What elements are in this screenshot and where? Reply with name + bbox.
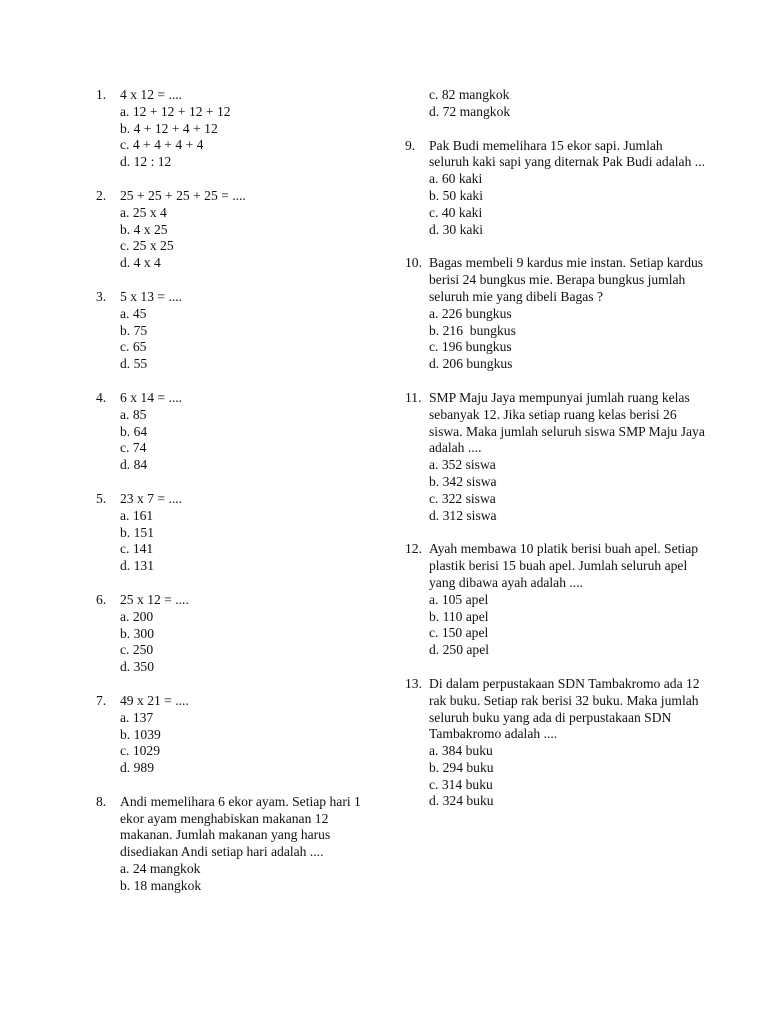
option: c. 25 x 25	[120, 238, 174, 254]
question-11	[405, 390, 705, 524]
option: d. 350	[120, 659, 154, 675]
option: b. 4 x 25	[120, 221, 168, 237]
question-text: 4 x 12 = ....	[120, 87, 183, 102]
question-number: 5.	[96, 490, 107, 506]
options-list	[405, 171, 705, 238]
question-6	[96, 592, 376, 676]
option: d. 4 x 4	[120, 255, 161, 271]
option: c. 65	[120, 339, 147, 355]
option: c. 250	[120, 642, 154, 658]
option: b. 50 kaki	[429, 187, 483, 203]
question-1	[96, 87, 376, 171]
option: c. 150 apel	[429, 625, 489, 641]
question-12	[405, 541, 705, 659]
question-stem	[96, 390, 376, 407]
option: d. 312 siswa	[429, 507, 497, 523]
options-list	[96, 104, 376, 171]
option: c. 1029	[120, 743, 161, 759]
question-stem	[96, 491, 376, 508]
question-number: 12.	[405, 541, 422, 557]
right-column	[405, 87, 705, 827]
option: b. 300	[120, 625, 154, 641]
question-number: 2.	[96, 187, 107, 203]
option: c. 4 + 4 + 4 + 4	[120, 137, 204, 153]
option: a. 24 mangkok	[120, 861, 201, 877]
question-stem	[96, 188, 376, 205]
options-list	[405, 457, 705, 524]
question-number: 1.	[96, 87, 107, 102]
question-stem	[405, 390, 705, 457]
option: b. 1039	[120, 726, 161, 742]
question-number: 6.	[96, 591, 107, 607]
option: d. 72 mangkok	[429, 103, 511, 119]
question-7	[96, 693, 376, 777]
option: b. 151	[120, 524, 154, 540]
option: a. 25 x 4	[120, 204, 167, 220]
options-list	[96, 407, 376, 474]
option: c. 74	[120, 440, 147, 456]
question-text: SMP Maju Jaya mempunyai jumlah ruang kelas sebanyak 12. Jika setiap ruang kelas berisi 26 siswa. Maka jumlah seluruh siswa SMP Maju Jaya adalah ....	[429, 389, 705, 456]
question-8	[96, 794, 376, 895]
question-number: 10.	[405, 255, 422, 271]
options-list	[405, 743, 705, 810]
options-list	[96, 609, 376, 676]
question-text: Ayah membawa 10 platik berisi buah apel. Setiap plastik berisi 15 buah apel. Jumlah seluruh apel yang dibawa ayah adalah ....	[429, 541, 699, 590]
option: b. 18 mangkok	[120, 877, 202, 893]
question-text: Bagas membeli 9 kardus mie instan. Setiap kardus berisi 24 bungkus mie. Berapa bungkus jumlah seluruh mie yang dibeli Bagas ?	[429, 255, 704, 304]
options-list	[96, 306, 376, 373]
question-text: 49 x 21 = ....	[120, 692, 189, 708]
question-number: 3.	[96, 288, 107, 304]
question-stem	[96, 87, 376, 104]
options-list	[96, 861, 376, 895]
question-9	[405, 138, 705, 239]
option: d. 84	[120, 457, 148, 473]
option: a. 200	[120, 608, 154, 624]
question-8-continued-options	[405, 87, 705, 121]
option: a. 352 siswa	[429, 457, 496, 473]
option: a. 384 buku	[429, 743, 493, 759]
option: b. 342 siswa	[429, 473, 497, 489]
option: b. 64	[120, 423, 148, 439]
question-text: Di dalam perpustakaan SDN Tambakromo ada 12 rak buku. Setiap rak berisi 32 buku. Maka jumlah seluruh buku yang ada di perpustakaan SDN Tambakromo adalah ....	[429, 675, 700, 742]
question-stem	[96, 592, 376, 609]
options-list	[96, 508, 376, 575]
option: c. 40 kaki	[429, 204, 483, 220]
option: c. 322 siswa	[429, 490, 496, 506]
question-stem	[96, 794, 376, 861]
question-text: 23 x 7 = ....	[120, 490, 183, 506]
option: b. 216 bungkus	[429, 322, 516, 338]
option: d. 250 apel	[429, 642, 490, 658]
option: d. 131	[120, 558, 154, 574]
option: a. 60 kaki	[429, 171, 483, 187]
question-stem	[405, 676, 705, 743]
option: a. 161	[120, 507, 154, 523]
question-13	[405, 676, 705, 810]
question-3	[96, 289, 376, 373]
option: a. 105 apel	[429, 591, 489, 607]
option: b. 110 apel	[429, 608, 489, 624]
option: d. 30 kaki	[429, 221, 483, 237]
question-stem	[405, 138, 705, 172]
options-list	[96, 710, 376, 777]
question-10	[405, 255, 705, 373]
question-5	[96, 491, 376, 575]
option: a. 137	[120, 709, 154, 725]
option: b. 294 buku	[429, 759, 494, 775]
option: d. 206 bungkus	[429, 356, 513, 372]
option: a. 45	[120, 305, 147, 321]
question-number: 7.	[96, 692, 107, 708]
options-list	[96, 205, 376, 272]
question-stem	[96, 693, 376, 710]
options-list	[405, 592, 705, 659]
option: c. 314 buku	[429, 776, 493, 792]
left-column	[96, 87, 376, 912]
question-text: 6 x 14 = ....	[120, 389, 183, 405]
question-text: Andi memelihara 6 ekor ayam. Setiap hari 1 ekor ayam menghabiskan makanan 12 makanan. Jumlah makanan yang harus disediakan Andi setiap hari adalah ....	[120, 793, 361, 860]
option: d. 55	[120, 356, 148, 372]
option: c. 196 bungkus	[429, 339, 512, 355]
question-2	[96, 188, 376, 272]
option: a. 85	[120, 406, 147, 422]
option: c. 141	[120, 541, 154, 557]
option: d. 324 buku	[429, 793, 494, 809]
option: d. 989	[120, 760, 154, 776]
option: b. 75	[120, 322, 148, 338]
option: a. 12 + 12 + 12 + 12	[120, 103, 231, 119]
question-stem	[405, 541, 705, 591]
question-text: 25 + 25 + 25 + 25 = ....	[120, 187, 246, 203]
question-number: 11.	[405, 389, 422, 405]
question-number: 8.	[96, 793, 107, 809]
option: a. 226 bungkus	[429, 305, 512, 321]
option: c. 82 mangkok	[429, 87, 510, 102]
question-text: 25 x 12 = ....	[120, 591, 189, 607]
question-text: Pak Budi memelihara 15 ekor sapi. Jumlah seluruh kaki sapi yang diternak Pak Budi adalah ...	[429, 137, 705, 170]
question-number: 13.	[405, 675, 422, 691]
question-number: 4.	[96, 389, 107, 405]
question-stem	[96, 289, 376, 306]
question-number: 9.	[405, 137, 416, 153]
question-text: 5 x 13 = ....	[120, 288, 183, 304]
question-4	[96, 390, 376, 474]
option: b. 4 + 12 + 4 + 12	[120, 120, 218, 136]
question-stem	[405, 255, 705, 305]
options-list	[405, 306, 705, 373]
option: d. 12 : 12	[120, 154, 172, 170]
